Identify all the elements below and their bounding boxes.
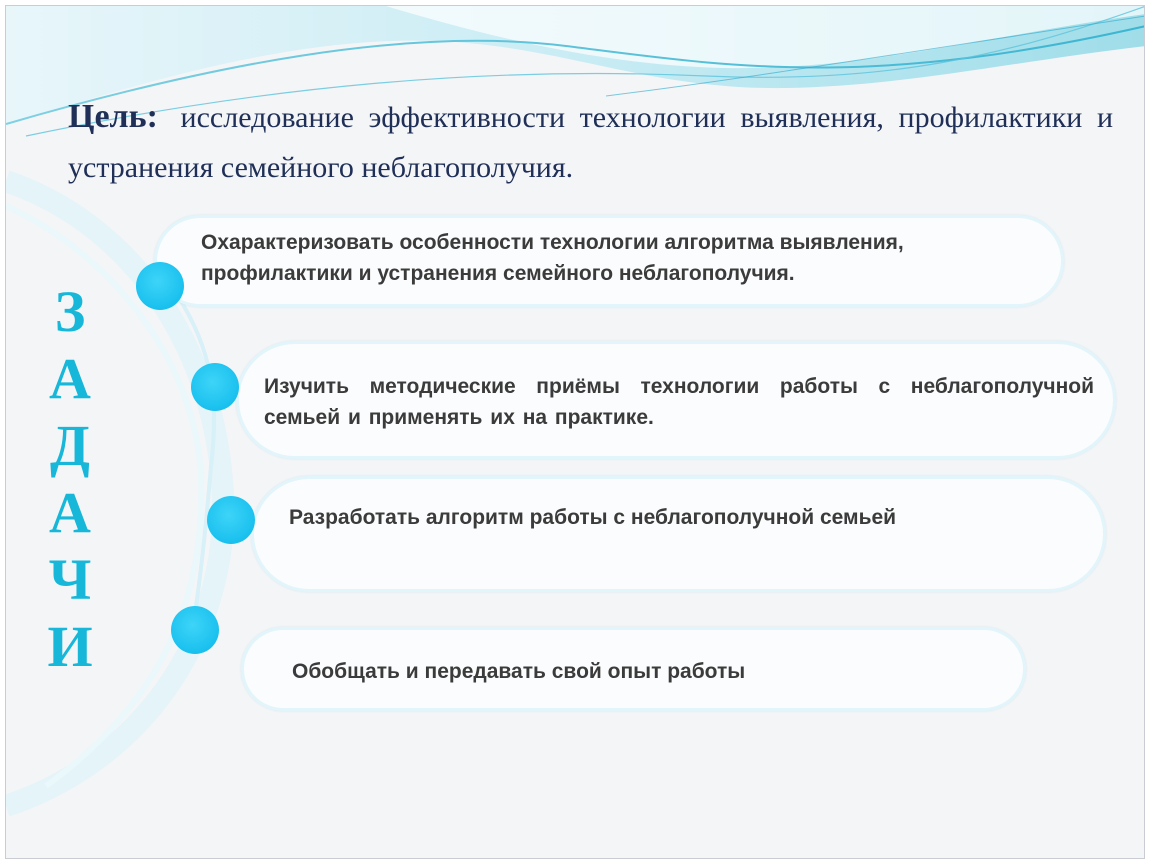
goal-text: исследование эффективности технологии выявления, профилактики и устранения семейного неблагополучия. [68, 101, 1113, 184]
heading-letter: А [49, 480, 91, 545]
heading-letter: З [54, 279, 86, 344]
task-bullet-4 [171, 606, 219, 654]
heading-letter: И [47, 614, 93, 679]
task-text-3: Разработать алгоритм работы с неблагополучной семьей [289, 506, 897, 529]
slide-canvas [5, 5, 1145, 859]
goal-label: Цель: [68, 98, 158, 135]
task-text-2: Изучить методические приёмы технологии работы с неблагополучной семьей и применять их на практике. [264, 375, 1094, 429]
heading-letter: Д [50, 413, 90, 478]
task-bullet-3 [207, 496, 255, 544]
heading-letter: Ч [48, 547, 92, 612]
task-bullet-1 [136, 262, 184, 310]
heading-letter: А [49, 346, 91, 411]
task-text-1: Охарактеризовать особенности технологии алгоритма выявления, профилактики и устранения семейного неблагополучия. [201, 231, 904, 285]
tasks-vertical-heading [30, 278, 110, 680]
goal-statement [68, 92, 1113, 193]
task-text-4: Обобщать и передавать свой опыт работы [292, 660, 746, 683]
task-bullet-2 [191, 363, 239, 411]
task-card-3 [251, 476, 1106, 592]
